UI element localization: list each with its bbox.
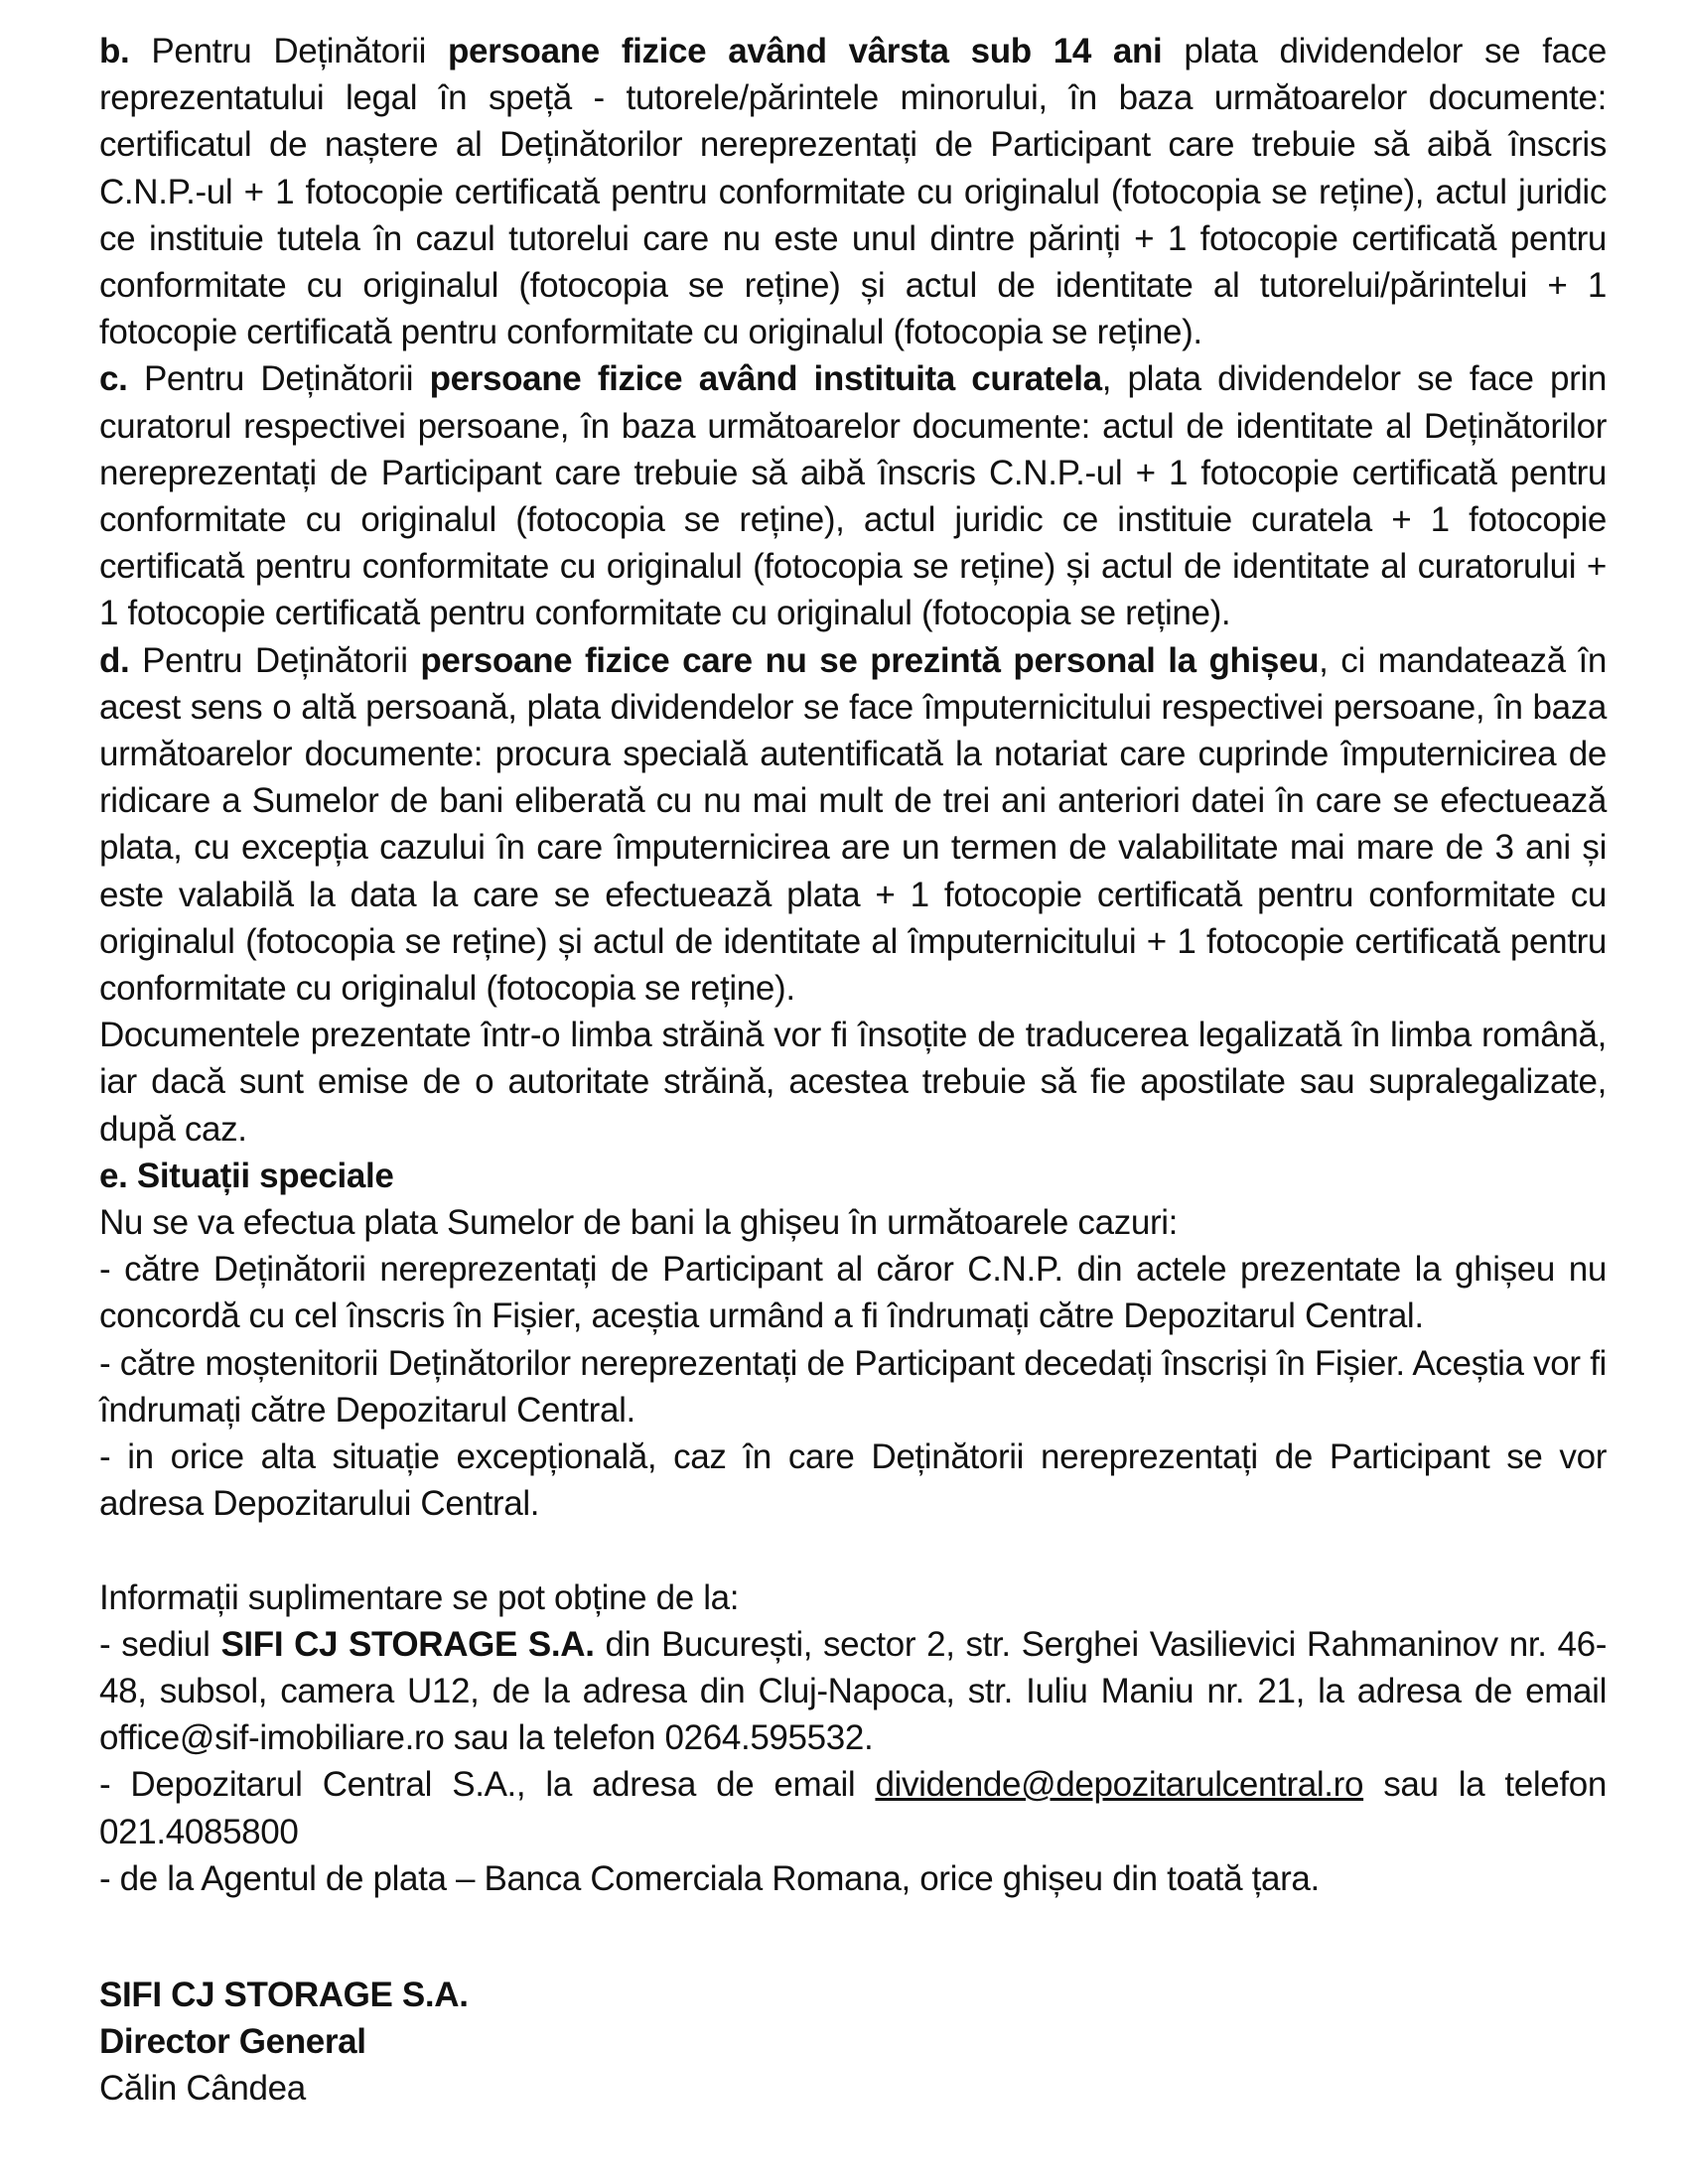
foreign-documents-paragraph: Documentele prezentate într-o limba străină vor fi însoțite de traducerea legalizată în limba română, iar dacă sunt emise de o autoritate străină, acestea trebuie să fie apostilate sau supralegalizate, după caz. [99,1016,1607,1149]
dividend-email-link[interactable]: dividende@depozitarulcentral.ro [875,1765,1364,1805]
section-b-bold-text: persoane fizice având vârsta sub 14 ani [448,32,1163,70]
info-item-2-prefix: - Depozitarul Central S.A., la adresa de email [99,1765,876,1805]
section-d-letter: d. [99,640,130,680]
signature-name: Călin Cândea [99,2069,306,2109]
section-e-intro: Nu se va efectua plata Sumelor de bani la ghișeu în următoarele cazuri: [99,1203,1179,1243]
info-item-1-prefix: - sediul [99,1624,221,1664]
section-d-bold-text: persoane fizice care nu se prezintă personal la ghișeu [420,640,1320,680]
section-b-text-1: Pentru Deținătorii [129,32,449,70]
spacer [99,1902,1607,1972]
section-c-paragraph [99,355,1607,636]
section-b-paragraph [99,28,1607,355]
section-b-text-2: plata dividendelor se face reprezentatului legal în speță - tutorele/părintele minorului, în baza următoarelor documente: certificatul de naștere al Deținătorilor nereprezentați de Participant care trebuie să aibă înscris C.N.P.-ul + 1 fotocopie certificată pentru conformitate cu originalul (fotocopia se reține), actul juridic ce instituie tutela în cazul tutorelui care nu este unul dintre părinți + 1 fotocopie certificată pentru conformitate cu originalul (fotocopia se reține) și actul de identitate al tutorelui/părintelui + 1 fotocopie certificată pentru conformitate cu originalul (fotocopia se reține). [99,32,1607,352]
section-e-heading: e. Situații speciale [99,1156,394,1195]
info-item-2-text: sau la telefon 021.4085800 [99,1765,1607,1851]
info-item-1-text: din București, sector 2, str. Serghei Vasilievici Rahmaninov nr. 46-48, subsol, camera U12, de la adresa din Cluj-Napoca, str. Iuliu Maniu nr. 21, la adresa de email office@sif-imobiliare.ro sau la telefon 0264.595532. [99,1624,1607,1758]
special-case-item-2: - către moștenitorii Deținătorilor nereprezentați de Participant decedați înscriși în Fișier. Aceștia vor fi îndrumați către Depozitarul Central. [99,1343,1607,1430]
info-item-1-company: SIFI CJ STORAGE S.A. [220,1624,595,1664]
section-d-text-1: Pentru Deținătorii [129,640,421,680]
section-b-letter: b. [99,32,130,70]
info-item-headquarters [99,1621,1607,1762]
signature-role: Director General [99,2022,366,2062]
section-c-text-2: , plata dividendelor se face prin curatorul respectivei persoane, în baza următoarelor documente: actul de identitate al Deținătorilor nereprezentați de Participant care trebuie să aibă înscris C.N.P.-ul + 1 fotocopie certificată pentru conformitate cu originalul (fotocopia se reține), actul juridic ce instituie curatela + 1 fotocopie certificată pentru conformitate cu originalul (fotocopia se reține) și actul de identitate al curatorului + 1 fotocopie certificată pentru conformitate cu originalul (fotocopia se reține). [99,359,1607,633]
section-c-text-1: Pentru Deținătorii [127,359,430,399]
special-case-item-1: - către Deținătorii nereprezentați de Participant al căror C.N.P. din actele prezentate la ghișeu nu concordă cu cel înscris în Fișier, aceștia urmând a fi îndrumați către Depozitarul Central. [99,1250,1607,1336]
special-case-item-3: - in orice alta situație excepțională, caz în care Deținătorii nereprezentați de Participant se vor adresa Depozitarului Central. [99,1437,1607,1524]
section-c-letter: c. [99,359,128,399]
section-d-paragraph [99,637,1607,1013]
document-page [99,28,1607,2113]
info-intro: Informații suplimentare se pot obține de la: [99,1577,740,1617]
spacer [99,1528,1607,1574]
section-c-bold-text: persoane fizice având instituita curatela [429,359,1102,399]
info-item-depozitar [99,1761,1607,1854]
section-d-text-2: , ci mandatează în acest sens o altă persoană, plata dividendelor se face împuternicitului respectivei persoane, în baza următoarelor documente: procura specială autentificată la notariat care cuprinde împuternicirea de ridicare a Sumelor de bani eliberată cu nu mai mult de trei ani anteriori datei în care se efectuează plata, cu excepția cazului în care împuternicirea are un termen de valabilitate mai mare de 3 ani și este valabilă la data la care se efectuează plata + 1 fotocopie certificată pentru conformitate cu originalul (fotocopia se reține) și actul de identitate al împuternicitului + 1 fotocopie certificată pentru conformitate cu originalul (fotocopia se reține). [99,640,1607,1009]
signature-company: SIFI CJ STORAGE S.A. [99,1975,469,2014]
info-item-payment-agent: - de la Agentul de plata – Banca Comerciala Romana, orice ghișeu din toată țara. [99,1858,1320,1898]
